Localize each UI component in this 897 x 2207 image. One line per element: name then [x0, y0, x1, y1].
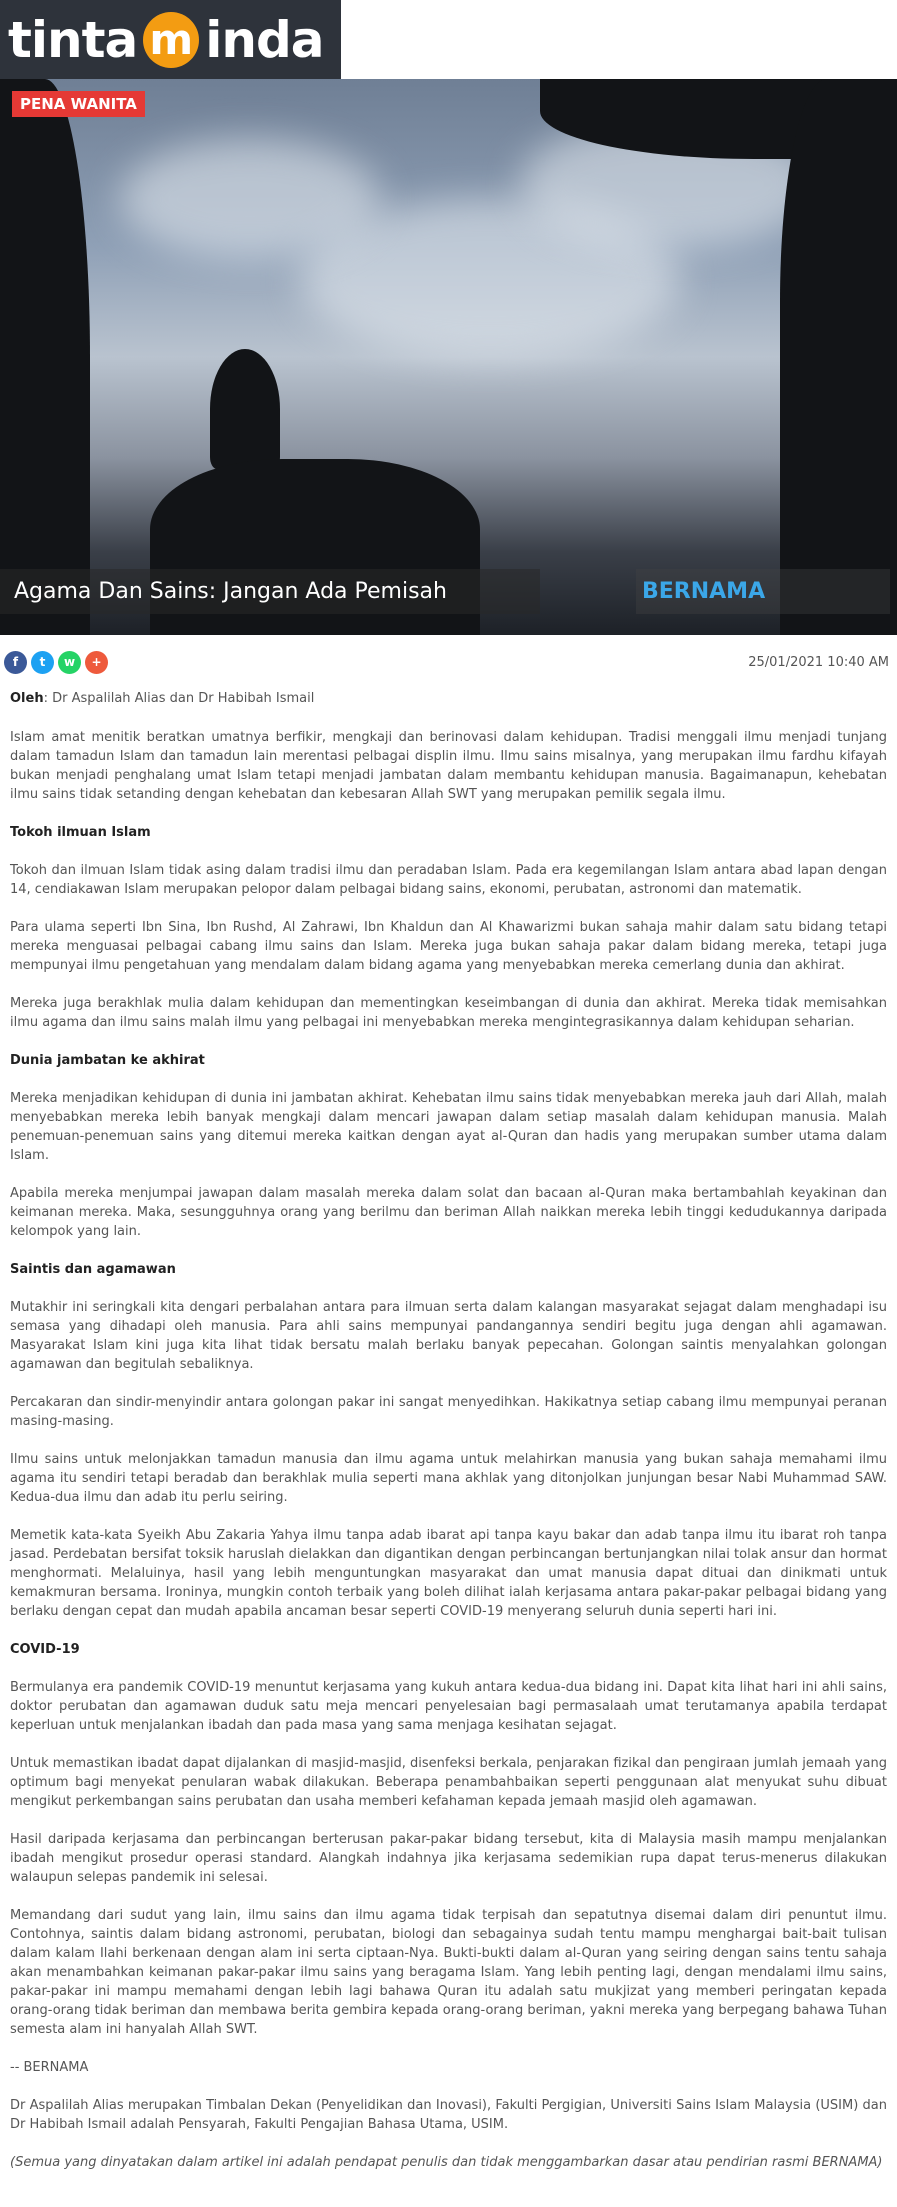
share-buttons	[4, 651, 108, 674]
logo-text-right: inda	[205, 10, 324, 69]
author-line	[10, 689, 887, 708]
paragraph: -- BERNAMA	[10, 2060, 89, 2075]
paragraph: Mereka juga berakhlak mulia dalam kehidupan dan mementingkan keseimbangan di dunia dan akhirat. Mereka tidak memisahkan ilmu agama dan ilmu sains malah ilmu yang pelbagai ini menyebabkan mereka mengintegrasikannya dalam kehidupan seharian.	[10, 996, 887, 1030]
paragraph: Apabila mereka menjumpai jawapan dalam masalah mereka dalam solat dan bacaan al-Quran maka bertambahlah keyakinan dan keimanan mereka. Maka, sesungguhnya orang yang berilmu dan beriman Allah naikkan mereka lebih tinggi kedudukannya daripada kelompok yang lain.	[10, 1186, 887, 1239]
section-heading: Dunia jambatan ke akhirat	[10, 1053, 205, 1068]
twitter-share-icon[interactable]: t	[31, 651, 54, 674]
paragraph: Percakaran dan sindir-menyindir antara golongan pakar ini sangat menyedihkan. Hakikatnya setiap cabang ilmu mempunyai peranan masing-masing.	[10, 1395, 887, 1429]
paragraph: Para ulama seperti Ibn Sina, Ibn Rushd, Al Zahrawi, Ibn Khaldun dan Al Khawarizmi bukan sahaja mahir dalam satu bidang tetapi mereka menguasai pelbagai cabang ilmu sains dan Islam. Mereka juga bukan sahaja pakar dalam bidang mereka, tetapi juga mempunyai ilmu pengetahuan yang mendalam dalam bidang agama yang menyebabkan mereka cemerlang dunia dan akhirat.	[10, 920, 887, 973]
section-heading: Saintis dan agamawan	[10, 1262, 176, 1277]
paragraph: Memandang dari sudut yang lain, ilmu sains dan ilmu agama tidak terpisah dan sepatutnya disemai dalam diri penuntut ilmu. Contohnya, saintis dalam bidang astronomi, perubatan, biologi dan sebagainya sudah tentu mampu menghargai bait-bait tulisan dalam kalam Ilahi berkenaan dengan alam ini serta ciptaan-Nya. Bukti-bukti dalam al-Quran yang seiring dengan sains tentu sahaja akan menambahkan keimanan pakar-pakar ilmu sains yang beragama Islam. Yang lebih penting lagi, dengan mendalami ilmu sains, pakar-pakar ini mampu memahami dengan lebih lagi bahawa Quran itu adalah satu mukjizat yang memberi peringatan kepada orang-orang tidak beriman dan membawa berita gembira kepada orang-orang beriman, yakni mereka yang berpegang bahawa Tuhan semesta alam ini hanyalah Allah SWT.	[10, 1908, 887, 2037]
bernama-watermark: BERNAMA	[636, 569, 890, 614]
paragraph: Memetik kata-kata Syeikh Abu Zakaria Yahya ilmu tanpa adab ibarat api tanpa kayu bakar dan adab tanpa ilmu itu ibarat roh tanpa jasad. Perdebatan bersifat toksik haruslah dielakkan dan digantikan dengan perbincangan bertunjangkan nilai tolak ansur dan hormat menghormati. Melaluinya, hasil yang lebih menguntungkan masyarakat dan umat manusia dapat dituai dan dinikmati untuk kemakmuran bersama. Ironinya, mungkin contoh terbaik yang boleh dilihat ialah kerjasama antara pakar-pakar pelbagai bidang yang berlaku dengan cepat dan mudah apabila ancaman besar seperti COVID-19 menyerang seluruh dunia seperti hari ini.	[10, 1528, 887, 1619]
disclaimer-note: (Semua yang dinyatakan dalam artikel ini adalah pendapat penulis dan tidak menggambarkan dasar atau pendirian rasmi BERNAMA)	[10, 2155, 883, 2170]
category-badge[interactable]: PENA WANITA	[12, 91, 145, 117]
paragraph: Mereka menjadikan kehidupan di dunia ini jambatan akhirat. Kehebatan ilmu sains tidak menyebabkan mereka jauh dari Allah, malah menyebabkan mereka lebih banyak mengkaji dalam mencari jawapan dalam setiap masalah dalam kehidupan manusia. Malah penemuan-penemuan sains yang ditemui mereka kaitkan dengan ayat al-Quran dan hadis yang merupakan sumber utama dalam Islam.	[10, 1091, 887, 1163]
logo-m-emblem: m	[143, 12, 199, 68]
article-title: Agama Dan Sains: Jangan Ada Pemisah	[14, 579, 447, 604]
paragraph: Bermulanya era pandemik COVID-19 menuntut kerjasama yang kukuh antara kedua-dua bidang ini. Dapat kita lihat hari ini ahli sains, doktor perubatan dan agamawan duduk satu meja mencari penyelesaian bagi permasalaah umat terutamanya apabila terdapat keperluan untuk menjalankan ibadah dan pada masa yang sama menjaga kesihatan sejagat.	[10, 1680, 887, 1733]
publish-date: 25/01/2021 10:40 AM	[748, 654, 889, 670]
paragraph: Dr Aspalilah Alias merupakan Timbalan Dekan (Penyelidikan dan Inovasi), Fakulti Pergigian, Universiti Sains Islam Malaysia (USIM) dan Dr Habibah Ismail adalah Pensyarah, Fakulti Pengajian Bahasa Utama, USIM.	[10, 2098, 887, 2132]
site-header	[0, 0, 897, 79]
section-heading: Tokoh ilmuan Islam	[10, 825, 151, 840]
paragraph: Untuk memastikan ibadat dapat dijalankan di masjid-masjid, disenfeksi berkala, penjarakan fizikal dan pengiraan jumlah jemaah yang optimum bagi menyekat penularan wabak dilakukan. Beberapa penambahbaikan seperti penggunaan alat menyukat suhu dibuat mengikut perkembangan sains perubatan dan usaha memberi kefahaman kepada jemaah masjid oleh agamawan.	[10, 1756, 887, 1809]
paragraph: Ilmu sains untuk melonjakkan tamadun manusia dan ilmu agama untuk melahirkan manusia yang bukan sahaja memahami ilmu agama itu sendiri tetapi beradab dan berakhlak mulia seperti mana akhlak yang ditonjolkan junjungan besar Nabi Muhammad SAW. Kedua-dua ilmu dan adab itu perlu seiring.	[10, 1452, 887, 1505]
article-meta	[0, 635, 897, 689]
article-body	[0, 689, 897, 2172]
more-share-icon[interactable]: +	[85, 651, 108, 674]
article-paragraphs	[10, 728, 887, 2172]
author-names: : Dr Aspalilah Alias dan Dr Habibah Ismail	[43, 691, 315, 706]
section-heading: COVID-19	[10, 1642, 80, 1657]
facebook-share-icon[interactable]: f	[4, 651, 27, 674]
whatsapp-share-icon[interactable]: w	[58, 651, 81, 674]
paragraph: Hasil daripada kerjasama dan perbincangan berterusan pakar-pakar bidang tersebut, kita di Malaysia masih mampu menjalankan ibadah mengikut prosedur operasi standard. Alangkah indahnya jika kerjasama sedemikian rupa dapat terus-menerus dilakukan walaupun selepas pandemik ini selesai.	[10, 1832, 887, 1885]
paragraph: Mutakhir ini seringkali kita dengari perbalahan antara para ilmuan serta dalam kalangan masyarakat sejagat dalam menghadapi isu semasa yang dihadapi oleh manusia. Para ahli sains mempunyai pandangannya sendiri begitu juga dengan ahli agamawan. Masyarakat Islam kini juga kita lihat tidak bersatu malah berlaku banyak pepecahan. Golongan saintis menyalahkan golongan agamawan dan begitulah sebaliknya.	[10, 1300, 887, 1372]
logo-text-left: tinta	[8, 10, 138, 69]
paragraph: Islam amat menitik beratkan umatnya berfikir, mengkaji dan berinovasi dalam kehidupan. Tradisi menggali ilmu menjadi tunjang dalam tamadun Islam dan tamadun lain merentasi pelbagai displin ilmu. Ilmu sains misalnya, yang merupakan ilmu fardhu kifayah bukan menjadi penghalang umat Islam tetapi menjadi jambatan dalam membantu kehidupan manusia. Bagaimanapun, kehebatan ilmu sains tidak setanding dengan kehebatan dan kebesaran Allah SWT yang merupakan pemilik segala ilmu.	[10, 730, 887, 802]
site-logo[interactable]	[0, 0, 341, 79]
paragraph: Tokoh dan ilmuan Islam tidak asing dalam tradisi ilmu dan peradaban Islam. Pada era kegemilangan Islam antara abad lapan dengan 14, cendiakawan Islam merupakan pelopor dalam pelbagai bidang sains, ekonomi, perubatan, astronomi dan matematik.	[10, 863, 887, 897]
hero-title-bar	[0, 569, 540, 614]
author-label: Oleh	[10, 691, 44, 706]
hero-image	[0, 79, 897, 635]
